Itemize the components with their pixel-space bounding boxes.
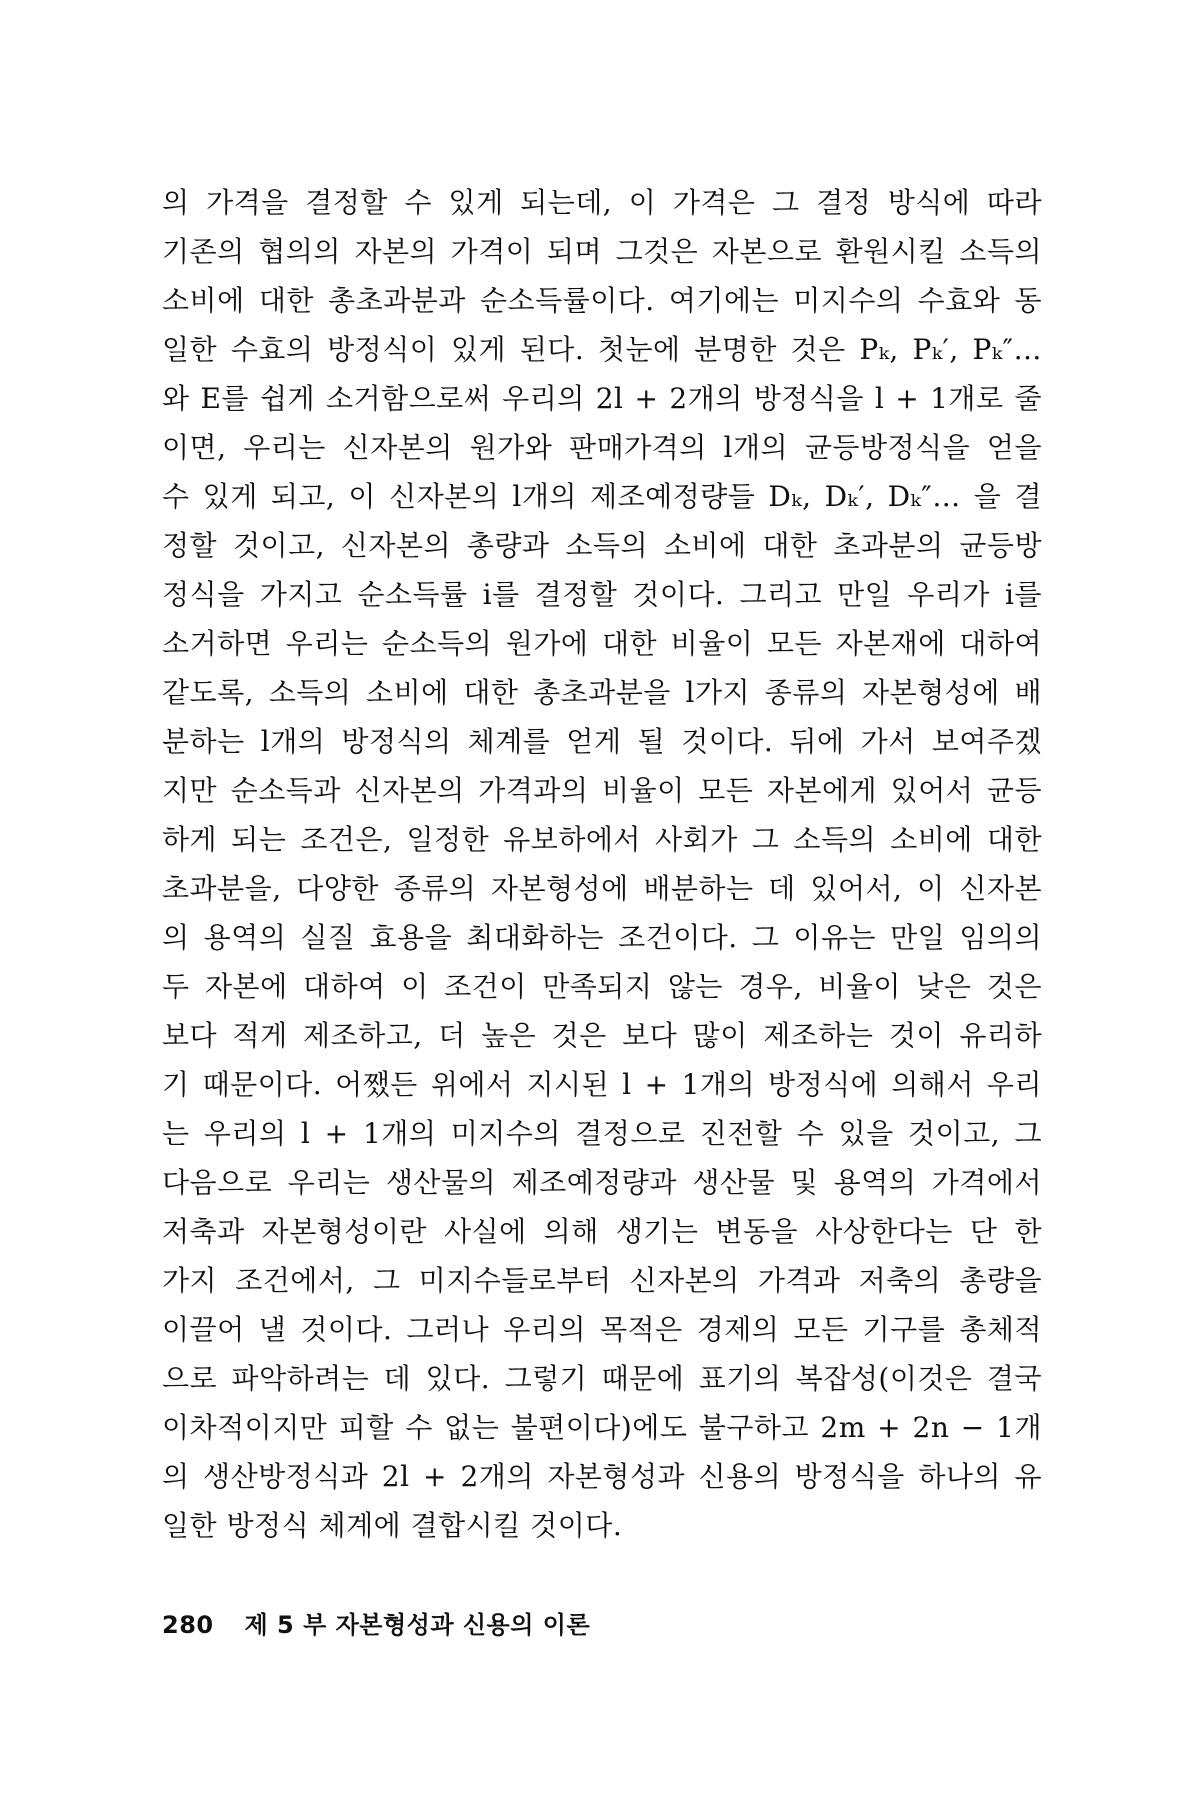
text-line: 의 생산방정식과 2l + 2개의 자본형성과 신용의 방정식을 하나의 유: [162, 1460, 1042, 1493]
text-line: 기존의 협의의 자본의 가격이 되며 그것은 자본으로 환원시킬 소득의: [162, 235, 1042, 268]
text-line: 이끌어 낼 것이다. 그러나 우리의 목적은 경제의 모든 기구를 총체적: [162, 1313, 1042, 1346]
body-text: [162, 178, 1042, 1550]
text-line: 지만 순소득과 신자본의 가격과의 비율이 모든 자본에게 있어서 균등: [162, 774, 1042, 807]
text-line: 는 우리의 l + 1개의 미지수의 결정으로 진전할 수 있을 것이고, 그: [162, 1117, 1042, 1150]
text-line: 하게 되는 조건은, 일정한 유보하에서 사회가 그 소득의 소비에 대한: [162, 823, 1042, 856]
text-line: 의 가격을 결정할 수 있게 되는데, 이 가격은 그 결정 방식에 따라: [162, 186, 1042, 219]
text-line: 와 E를 쉽게 소거함으로써 우리의 2l + 2개의 방정식을 l + 1개로 줄: [162, 382, 1042, 415]
text-line: 가지 조건에서, 그 미지수들로부터 신자본의 가격과 저축의 총량을: [162, 1264, 1042, 1297]
text-line: 초과분을, 다양한 종류의 자본형성에 배분하는 데 있어서, 이 신자본: [162, 872, 1042, 905]
running-header: 제 5 부 자본형성과 신용의 이론: [244, 1611, 591, 1639]
text-line: 저축과 자본형성이란 사실에 의해 생기는 변동을 사상한다는 단 한: [162, 1215, 1042, 1248]
text-line: 정할 것이고, 신자본의 총량과 소득의 소비에 대한 초과분의 균등방: [162, 529, 1042, 562]
text-line: 소거하면 우리는 순소득의 원가에 대한 비율이 모든 자본재에 대하여: [162, 627, 1042, 660]
text-line: 의 용역의 실질 효용을 최대화하는 조건이다. 그 이유는 만일 임의의: [162, 921, 1042, 954]
text-line: 정식을 가지고 순소득률 i를 결정할 것이다. 그리고 만일 우리가 i를: [162, 578, 1042, 611]
text-line: 같도록, 소득의 소비에 대한 총초과분을 l가지 종류의 자본형성에 배: [162, 676, 1042, 709]
page-number: 280: [162, 1611, 214, 1639]
text-line: 이차적이지만 피할 수 없는 불편이다)에도 불구하고 2m + 2n − 1개: [162, 1411, 1042, 1444]
text-line: 소비에 대한 총초과분과 순소득률이다. 여기에는 미지수의 수효와 동: [162, 284, 1042, 317]
text-line: 일한 수효의 방정식이 있게 된다. 첫눈에 분명한 것은 Pₖ, Pₖ′, Pₖ″…: [162, 333, 1042, 366]
text-line: 으로 파악하려는 데 있다. 그렇기 때문에 표기의 복잡성(이것은 결국: [162, 1362, 1042, 1395]
text-line: 수 있게 되고, 이 신자본의 l개의 제조예정량들 Dₖ, Dₖ′, Dₖ″… 을 결: [162, 480, 1042, 513]
text-line: 다음으로 우리는 생산물의 제조예정량과 생산물 및 용역의 가격에서: [162, 1166, 1042, 1199]
text-line: 보다 적게 제조하고, 더 높은 것은 보다 많이 제조하는 것이 유리하: [162, 1019, 1042, 1052]
text-line-last: 일한 방정식 체계에 결합시킬 것이다.: [162, 1509, 623, 1542]
text-line: 기 때문이다. 어쨌든 위에서 지시된 l + 1개의 방정식에 의해서 우리: [162, 1068, 1042, 1101]
page-footer: [162, 1605, 590, 1640]
text-line: 이면, 우리는 신자본의 원가와 판매가격의 l개의 균등방정식을 얻을: [162, 431, 1042, 464]
text-line: 분하는 l개의 방정식의 체계를 얻게 될 것이다. 뒤에 가서 보여주겠: [162, 725, 1042, 758]
text-line: 두 자본에 대하여 이 조건이 만족되지 않는 경우, 비율이 낮은 것은: [162, 970, 1042, 1003]
